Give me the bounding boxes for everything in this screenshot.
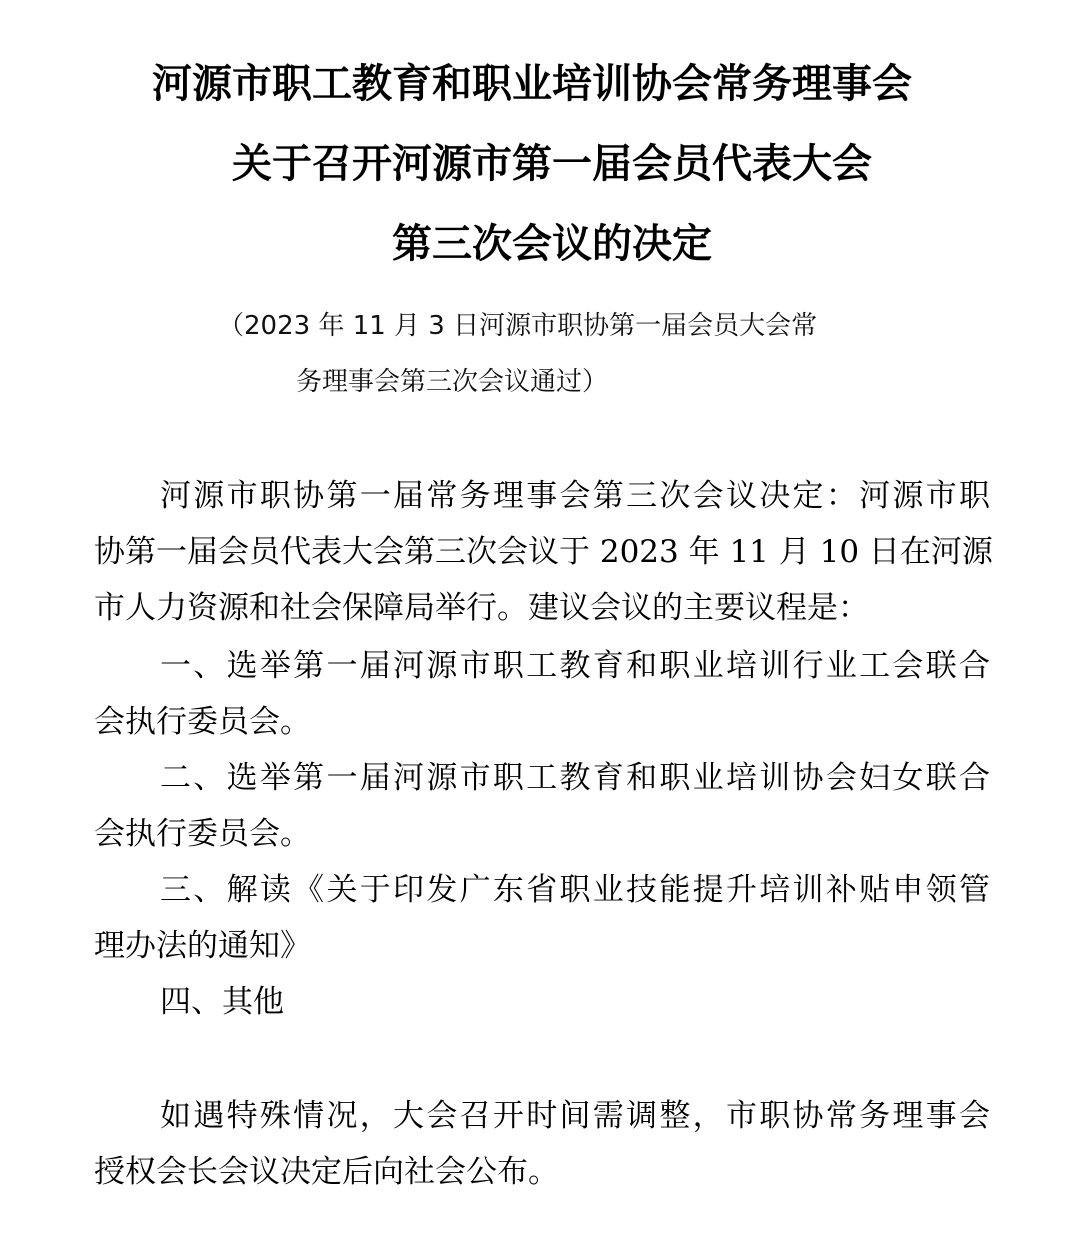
subtitle-line-1: （2023 年 11 月 3 日河源市职协第一届会员大会常 [218, 311, 818, 341]
agenda-item-1-line-1: 一、选举第一届河源市职工教育和职业培训行业工会联合 [160, 648, 990, 684]
body-paragraph-1-line-1: 河源市职协第一届常务理事会第三次会议决定：河源市职 [160, 478, 990, 514]
body-paragraph-1-line-3: 市人力资源和社会保障局举行。建议会议的主要议程是： [94, 590, 869, 626]
agenda-item-1-line-2: 会执行委员会。 [94, 704, 311, 740]
title-line-2: 关于召开河源市第一届会员代表大会 [232, 141, 872, 187]
closing-paragraph-line-2: 授权会长会议决定后向社会公布。 [94, 1154, 559, 1190]
agenda-item-2-line-2: 会执行委员会。 [94, 816, 311, 852]
agenda-item-3-line-2: 理办法的通知》 [94, 928, 311, 964]
agenda-item-4: 四、其他 [160, 984, 284, 1020]
body-paragraph-1-line-2: 协第一届会员代表大会第三次会议于 2023 年 11 月 10 日在河源 [94, 534, 993, 570]
title-line-3: 第三次会议的决定 [392, 221, 712, 267]
closing-paragraph-line-1: 如遇特殊情况，大会召开时间需调整，市职协常务理事会 [160, 1098, 990, 1134]
agenda-item-3-line-1: 三、解读《关于印发广东省职业技能提升培训补贴申领管 [160, 872, 990, 908]
agenda-item-2-line-1: 二、选举第一届河源市职工教育和职业培训协会妇女联合 [160, 760, 990, 796]
title-line-1: 河源市职工教育和职业培训协会常务理事会 [152, 61, 912, 107]
subtitle-line-2: 务理事会第三次会议通过） [296, 367, 609, 397]
